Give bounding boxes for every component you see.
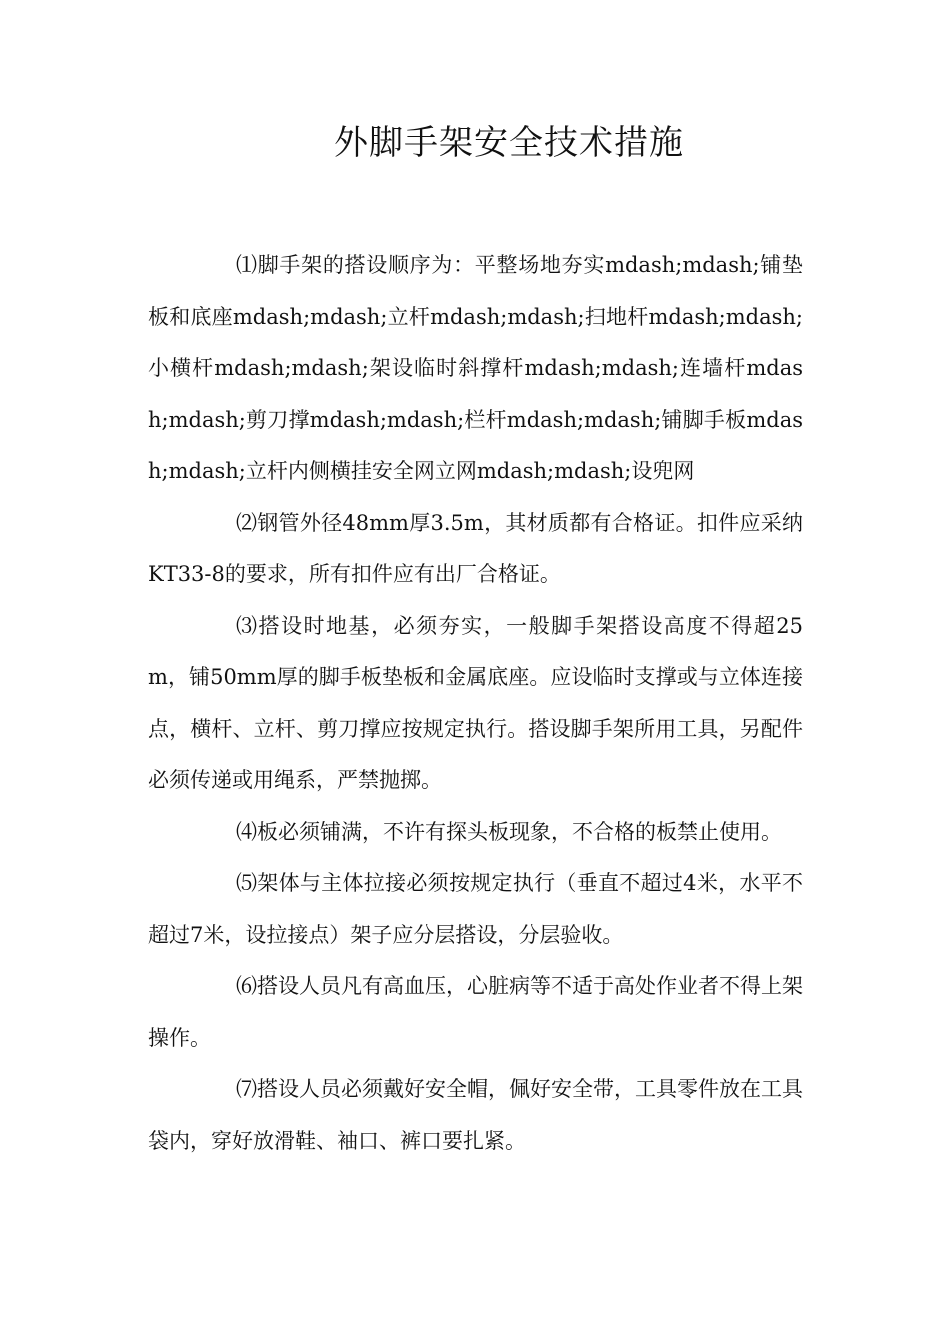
- paragraph-2: ⑵钢管外径48mm厚3.5m，其材质都有合格证。扣件应采纳KT33-8的要求，所有扣件应有出厂合格证。: [148, 510, 803, 586]
- paragraph-1: ⑴脚手架的搭设顺序为：平整场地夯实mdash;mdash;铺垫板和底座mdash;mdash;立杆mdash;mdash;扫地杆mdash;mdash;小横杆mdash;mdash;架设临时斜撑杆mdash;mdash;连墙杆mdash;mdash;剪刀撑mdash;mdash;栏杆mdash;mdash;铺脚手板mdash;mdash;立杆内侧横挂安全网立网mdash;mdash;设兜网: [148, 253, 803, 483]
- paragraph-4: ⑷板必须铺满，不许有探头板现象，不合格的板禁止使用。: [236, 819, 782, 844]
- paragraph-3: ⑶搭设时地基，必须夯实，一般脚手架搭设高度不得超25m，铺50mm厚的脚手板垫板和金属底座。应设临时支撑或与立体连接点，横杆、立杆、剪刀撑应按规定执行。搭设脚手架所用工具，另配件必须传递或用绳系，严禁抛掷。: [148, 613, 803, 792]
- paragraph-5: ⑸架体与主体拉接必须按规定执行（垂直不超过4米，水平不超过7米，设拉接点）架子应分层搭设，分层验收。: [148, 871, 803, 947]
- document-title: 外脚手架安全技术措施: [334, 123, 684, 163]
- paragraph-7: ⑺搭设人员必须戴好安全帽，佩好安全带，工具零件放在工具袋内，穿好放滑鞋、袖口、裤口要扎紧。: [148, 1077, 803, 1153]
- document-body: [148, 240, 803, 1167]
- paragraph-6: ⑹搭设人员凡有高血压，心脏病等不适于高处作业者不得上架操作。: [148, 974, 803, 1050]
